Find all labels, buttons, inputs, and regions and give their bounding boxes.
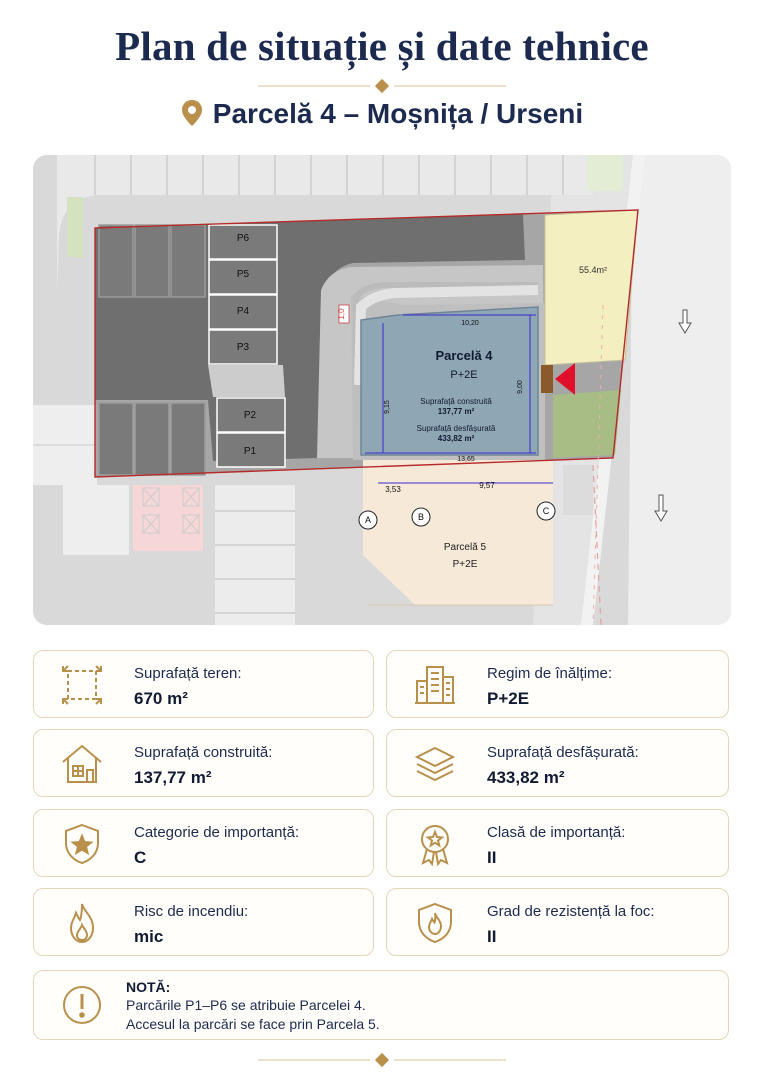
layers-icon xyxy=(413,742,457,786)
dim-left-label: 9,15 xyxy=(384,400,391,414)
parcel4-name: Parcelă 4 xyxy=(435,348,493,363)
card-fire-resistance xyxy=(386,888,729,956)
green-area-label: 55.4m² xyxy=(578,265,608,275)
buildings-icon xyxy=(413,663,457,707)
card-fire-risk xyxy=(33,888,374,956)
card-importance-category-value: C xyxy=(134,848,147,867)
card-built-area xyxy=(33,729,374,797)
parcel4-regime: P+2E xyxy=(450,369,478,381)
location-pin-icon xyxy=(181,99,203,134)
parcel4-built-label: Suprafață construită xyxy=(420,397,492,406)
card-height-regime xyxy=(386,650,729,718)
flame-icon xyxy=(60,901,104,945)
site-plan-map xyxy=(33,155,731,625)
card-developed-area-value: 433,82 m² xyxy=(487,768,565,787)
card-importance-category-label: Categorie de importanță: xyxy=(134,824,300,841)
card-height-regime-label: Regim de înălțime: xyxy=(487,665,613,682)
axis-label-b: B xyxy=(417,512,425,522)
card-fire-resistance-value: II xyxy=(487,927,497,946)
area-frame-icon xyxy=(60,663,104,707)
card-importance-class-label: Clasă de importanță: xyxy=(487,824,626,841)
dim-a-b-label: 3,53 xyxy=(385,485,401,494)
subtitle-text: Parcelă 4 – Moșnița / Urseni xyxy=(212,98,584,129)
parking-label-p1: P1 xyxy=(243,446,257,457)
axis-label-c: C xyxy=(542,506,550,516)
dim-b-c-label: 9,57 xyxy=(479,481,495,490)
note-box xyxy=(33,970,729,1040)
parcel4-built-value: 137,77 m² xyxy=(437,407,475,416)
badge-ribbon-icon xyxy=(413,822,457,866)
parking-label-p3: P3 xyxy=(236,342,250,353)
card-height-regime-value: P+2E xyxy=(487,689,530,708)
card-land-area xyxy=(33,650,374,718)
card-fire-risk-label: Risc de incendiu: xyxy=(134,903,249,920)
shield-star-icon xyxy=(60,822,104,866)
page-title: Plan de situație și date tehnice xyxy=(115,23,649,69)
exclamation-circle-icon xyxy=(60,983,104,1027)
axis-label-a: A xyxy=(364,515,372,525)
parking-label-p2: P2 xyxy=(243,410,257,421)
note-heading: NOTĂ: xyxy=(126,979,171,995)
card-developed-area xyxy=(386,729,729,797)
dim-right-label: 9,00 xyxy=(517,380,524,394)
card-importance-class xyxy=(386,809,729,877)
note-line-1: Parcările P1–P6 se atribuie Parcelei 4. xyxy=(126,997,366,1013)
parcel5-regime: P+2E xyxy=(452,559,478,570)
note-line-2: Accesul la parcări se face prin Parcela 5. xyxy=(126,1016,380,1032)
measure-top-label: 1,0 xyxy=(337,308,346,320)
title-ornament xyxy=(0,76,764,96)
parking-label-p5: P5 xyxy=(236,269,250,280)
parcel5-name: Parcelă 5 xyxy=(443,542,487,553)
shield-flame-icon xyxy=(413,901,457,945)
card-importance-class-value: II xyxy=(487,848,497,867)
card-importance-category xyxy=(33,809,374,877)
card-built-area-label: Suprafață construită: xyxy=(134,744,273,761)
card-developed-area-label: Suprafață desfășurată: xyxy=(487,744,639,761)
footer-ornament xyxy=(0,1050,764,1070)
parking-label-p6: P6 xyxy=(236,233,250,244)
house-icon xyxy=(60,742,104,786)
card-fire-risk-value: mic xyxy=(134,927,164,946)
dim-bottom-label: 13,65 xyxy=(457,456,475,463)
parcel4-developed-value: 433,82 m² xyxy=(437,434,475,443)
parking-label-p4: P4 xyxy=(236,306,250,317)
card-fire-resistance-label: Grad de rezistență la foc: xyxy=(487,903,655,920)
card-land-area-value: 670 m² xyxy=(134,689,188,708)
page-subtitle xyxy=(0,98,764,134)
card-built-area-value: 137,77 m² xyxy=(134,768,212,787)
parcel4-developed-label: Suprafață desfășurată xyxy=(416,424,496,433)
dim-top-label: 10,20 xyxy=(461,320,479,327)
card-land-area-label: Suprafață teren: xyxy=(134,665,242,682)
